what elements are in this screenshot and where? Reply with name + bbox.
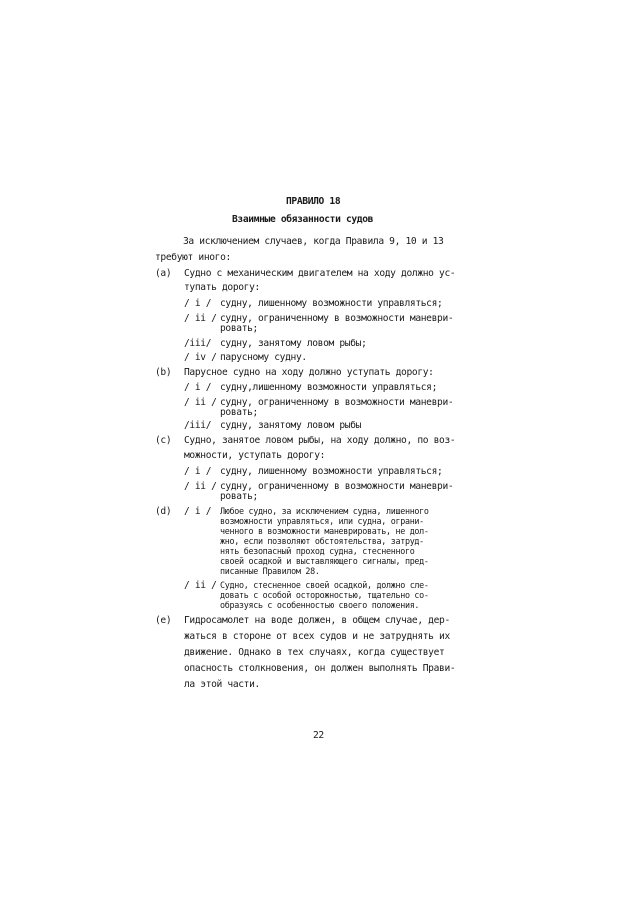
section-d-i-line-2: возможности управляться, или судна, ограни- (220, 516, 424, 526)
section-c-line-1: Судно, занятое ловом рыбы, на ходу должно, по воз- (184, 435, 456, 446)
section-d-i-line-4: жно, если позволяют обстоятельства, затруд- (220, 536, 424, 546)
section-c-i-number: / i / (184, 466, 212, 477)
section-d-ii-number: / ii / (184, 580, 217, 591)
rule-title: ПРАВИЛО 18 (286, 196, 341, 207)
section-e-line-5: ла этой части. (184, 679, 260, 690)
section-a-i-text: судну, лишенному возможности управляться; (220, 298, 443, 309)
section-d-marker: (d) (155, 506, 172, 517)
section-a-iii-text: судну, занятому ловом рыбы; (220, 338, 367, 349)
section-a-ii-line-2: ровать; (220, 323, 258, 334)
section-d-i-line-6: своей осадкой и выставляющего сигналы, пред- (220, 556, 429, 566)
section-b-i-text: судну,лишенному возможности управляться; (220, 382, 438, 393)
section-d-i-line-3: ченного в возможности маневрировать, не дол- (220, 526, 429, 536)
section-a-line-2: тупать дорогу: (184, 282, 260, 293)
section-c-ii-line-2: ровать; (220, 491, 258, 502)
section-a-marker: (a) (155, 268, 172, 279)
section-a-iii-number: /iii/ (184, 338, 212, 349)
section-e-line-4: опасность столкновения, он должен выполнять Прави- (184, 663, 456, 674)
section-c-ii-number: / ii / (184, 481, 217, 492)
section-d-ii-line-1: Судно, стесненное своей осадкой, должно сле- (220, 580, 429, 590)
section-a-iv-text: парусному судну. (220, 352, 307, 363)
section-c-marker: (c) (155, 435, 172, 446)
section-d-i-line-5: нять безопасный проход судна, стесненного (220, 546, 415, 556)
section-a-ii-line-1: судну, ограниченному в возможности маневри- (220, 313, 454, 324)
section-d-ii-line-2: довать с особой осторожностью, тщательно со- (220, 590, 429, 600)
section-b-ii-line-1: судну, ограниченному в возможности маневри- (220, 397, 454, 408)
section-e-marker: (e) (155, 615, 172, 626)
section-b-marker: (b) (155, 367, 172, 378)
section-b-iii-text: судну, занятому ловом рыбы (220, 420, 362, 431)
intro-line-1: За исключением случаев, когда Правила 9, 10 и 13 (183, 236, 444, 247)
section-b-line-1: Парусное судно на ходу должно уступать дорогу: (184, 367, 434, 378)
page-number: 22 (313, 730, 324, 741)
section-c-line-2: можности, уступать дорогу: (184, 450, 326, 461)
section-b-iii-number: /iii/ (184, 420, 212, 431)
section-b-ii-line-2: ровать; (220, 407, 258, 418)
section-d-ii-line-3: образуясь с особенностью своего положения. (220, 600, 420, 610)
section-c-ii-line-1: судну, ограниченному в возможности маневри- (220, 481, 454, 492)
section-c-i-text: судну, лишенному возможности управляться; (220, 466, 443, 477)
section-e-line-3: движение. Однако в тех случаях, когда существует (184, 647, 445, 658)
section-d-i-line-1: Любое судно, за исключением судна, лишенного (220, 506, 429, 516)
intro-line-2: требуют иного: (155, 252, 231, 263)
section-b-i-number: / i / (184, 382, 212, 393)
rule-subtitle: Взаимные обязанности судов (232, 214, 374, 225)
section-a-ii-number: / ii / (184, 313, 217, 324)
section-a-iv-number: / iv / (184, 352, 217, 363)
section-b-ii-number: / ii / (184, 397, 217, 408)
section-a-i-number: / i / (184, 298, 212, 309)
section-a-line-1: Судно с механическим двигателем на ходу должно ус- (184, 268, 456, 279)
section-e-line-1: Гидросамолет на воде должен, в общем случае, дер- (184, 615, 450, 626)
section-e-line-2: жаться в стороне от всех судов и не затруднять их (184, 631, 450, 642)
section-d-i-number: / i / (184, 506, 212, 517)
section-d-i-line-7: писанные Правилом 28. (220, 566, 320, 576)
